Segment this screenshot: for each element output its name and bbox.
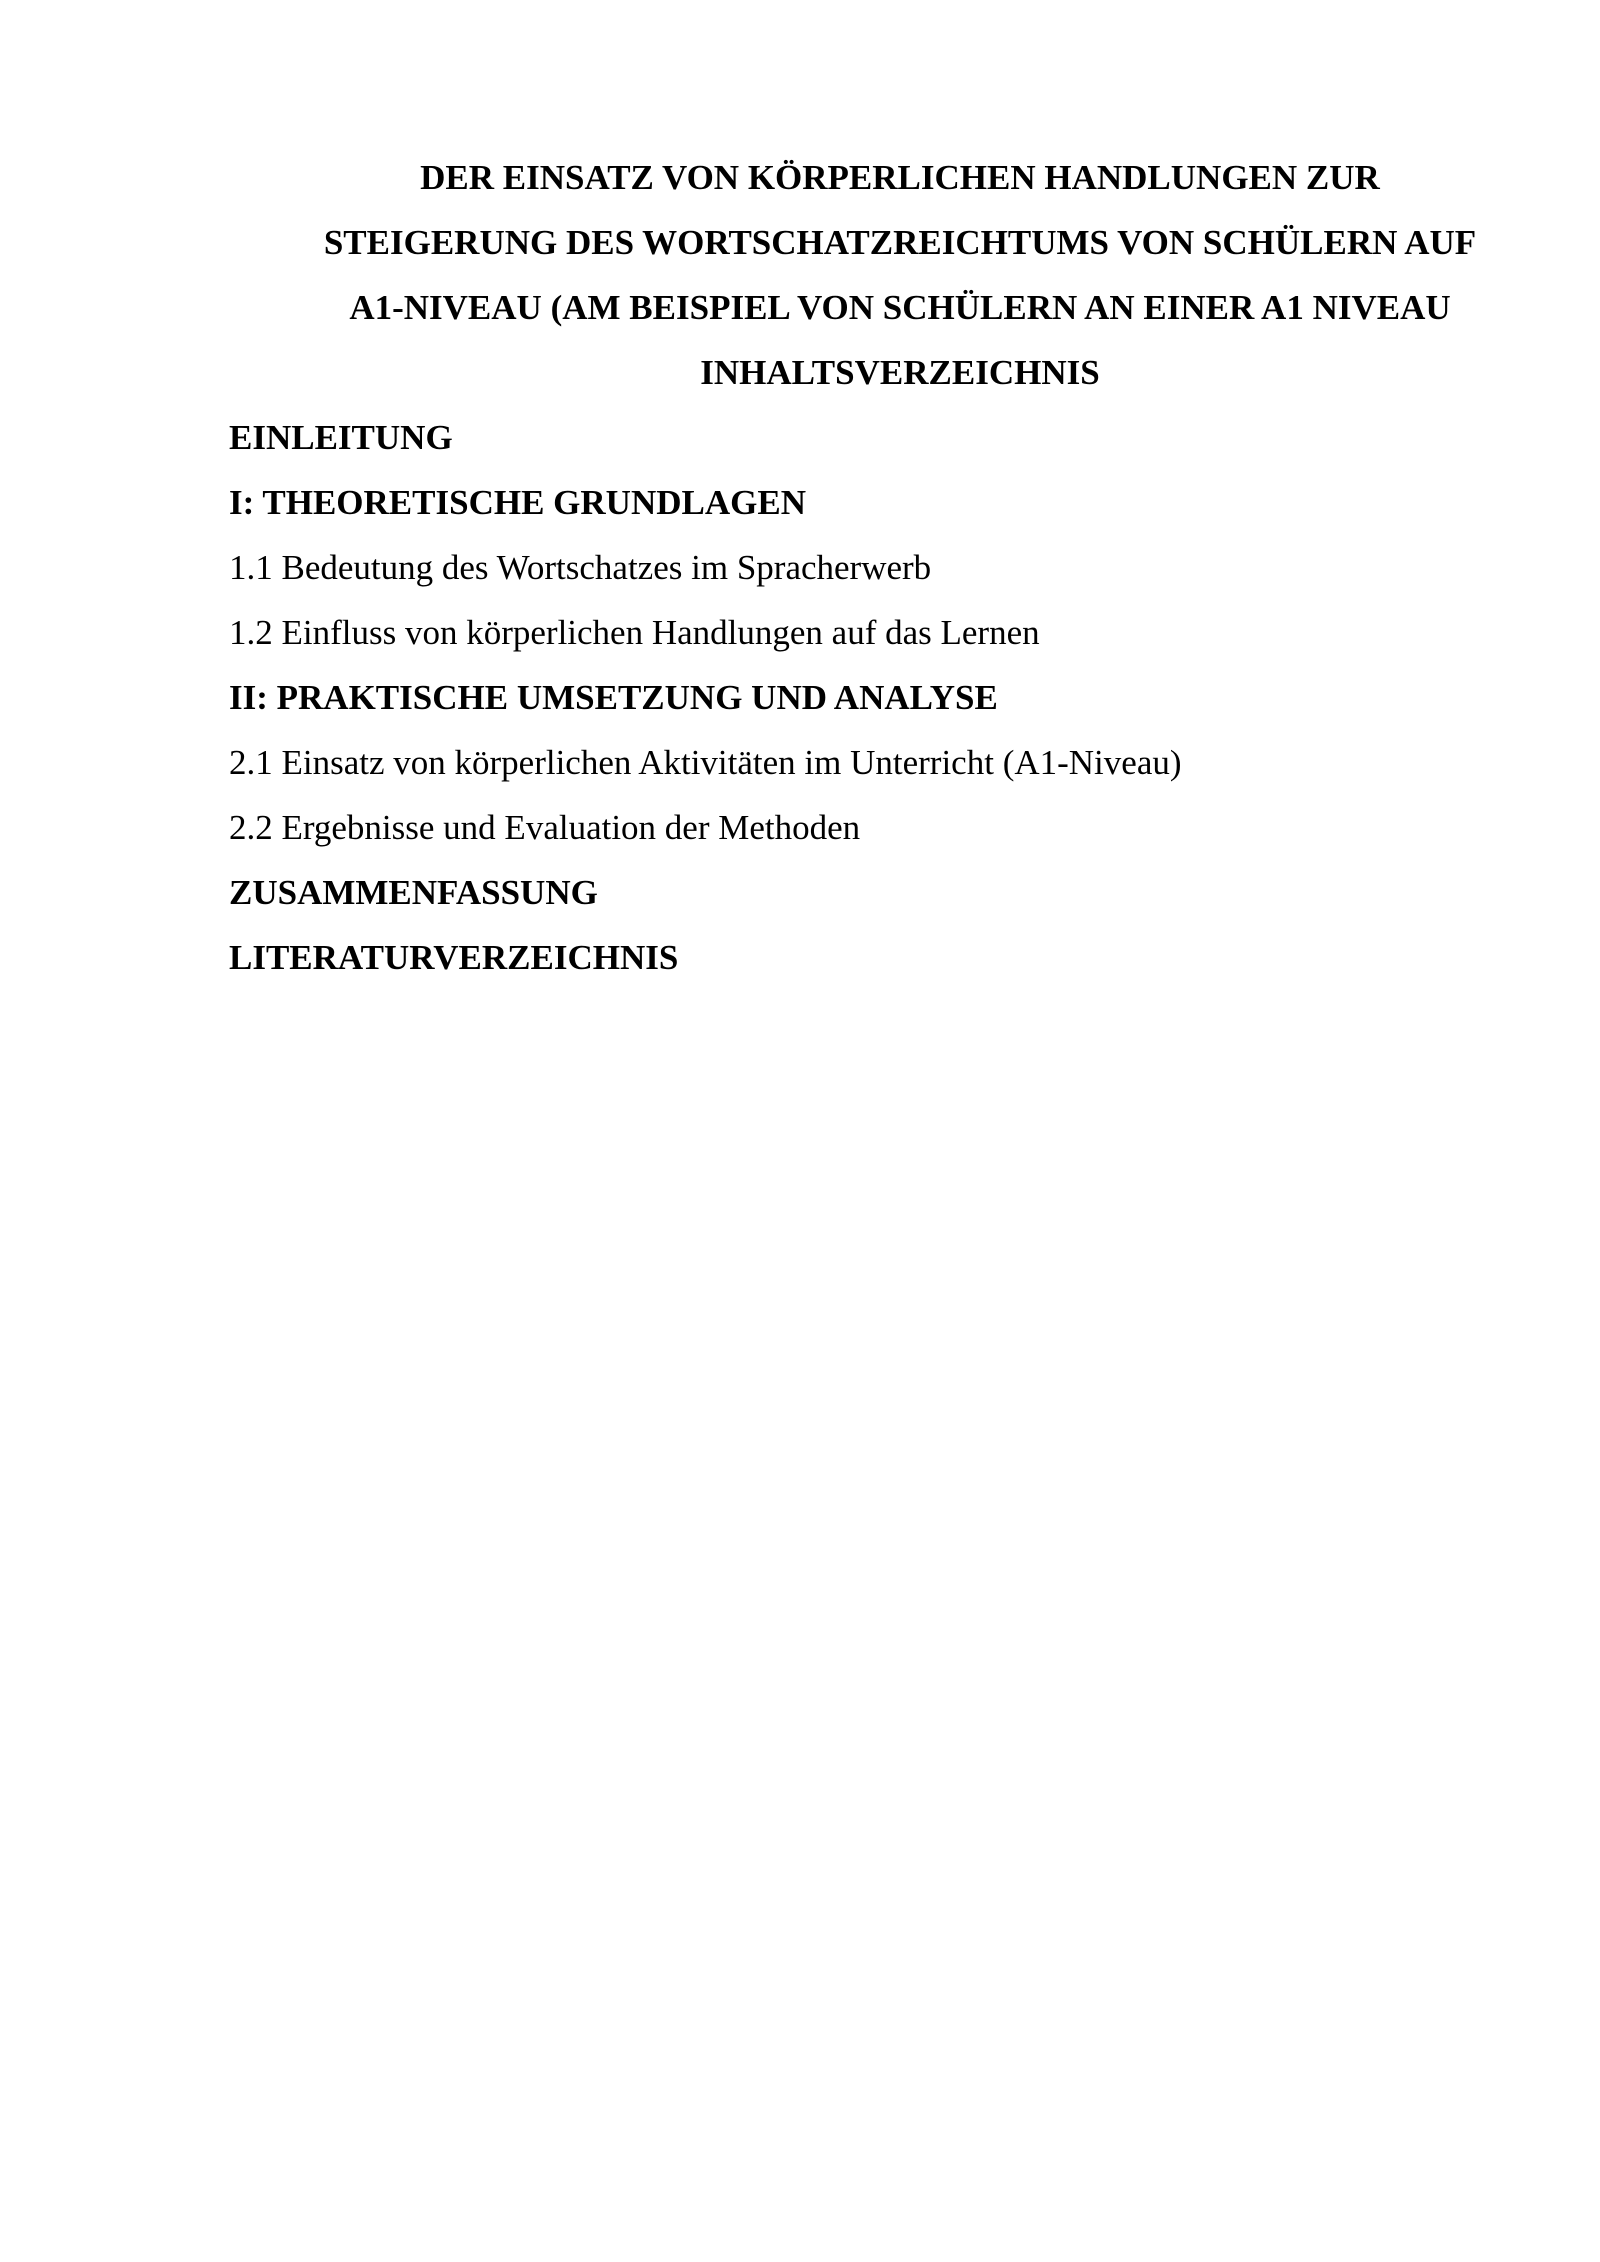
title-line-2: STEIGERUNG DES WORTSCHATZREICHTUMS VON SCHÜLERN AUF: [323, 223, 1477, 262]
title-line-1: DER EINSATZ VON KÖRPERLICHEN HANDLUNGEN ZUR: [420, 158, 1380, 197]
title-line-3: A1-NIVEAU (AM BEISPIEL VON SCHÜLERN AN EINER A1 NIVEAU: [349, 288, 1451, 327]
toc-item-einleitung: EINLEITUNG: [229, 418, 453, 457]
toc-item-zusammenfassung: ZUSAMMENFASSUNG: [229, 873, 598, 912]
table-of-contents: [229, 405, 1549, 990]
toc-item-2-1: 2.1 Einsatz von körperlichen Aktivitäten im Unterricht (A1-Niveau): [229, 743, 1182, 782]
toc-item-1-1: 1.1 Bedeutung des Wortschatzes im Spracherwerb: [229, 548, 932, 587]
toc-heading: INHALTSVERZEICHNIS: [700, 353, 1100, 392]
toc-item-theoretische-grundlagen: I: THEORETISCHE GRUNDLAGEN: [229, 483, 806, 522]
toc-item-2-2: 2.2 Ergebnisse und Evaluation der Methoden: [229, 808, 861, 847]
toc-item-praktische-umsetzung: II: PRAKTISCHE UMSETZUNG UND ANALYSE: [229, 678, 998, 717]
toc-item-1-2: 1.2 Einfluss von körperlichen Handlungen auf das Lernen: [229, 613, 1040, 652]
toc-item-literaturverzeichnis: LITERATURVERZEICHNIS: [229, 938, 679, 977]
document-title: [200, 145, 1600, 405]
